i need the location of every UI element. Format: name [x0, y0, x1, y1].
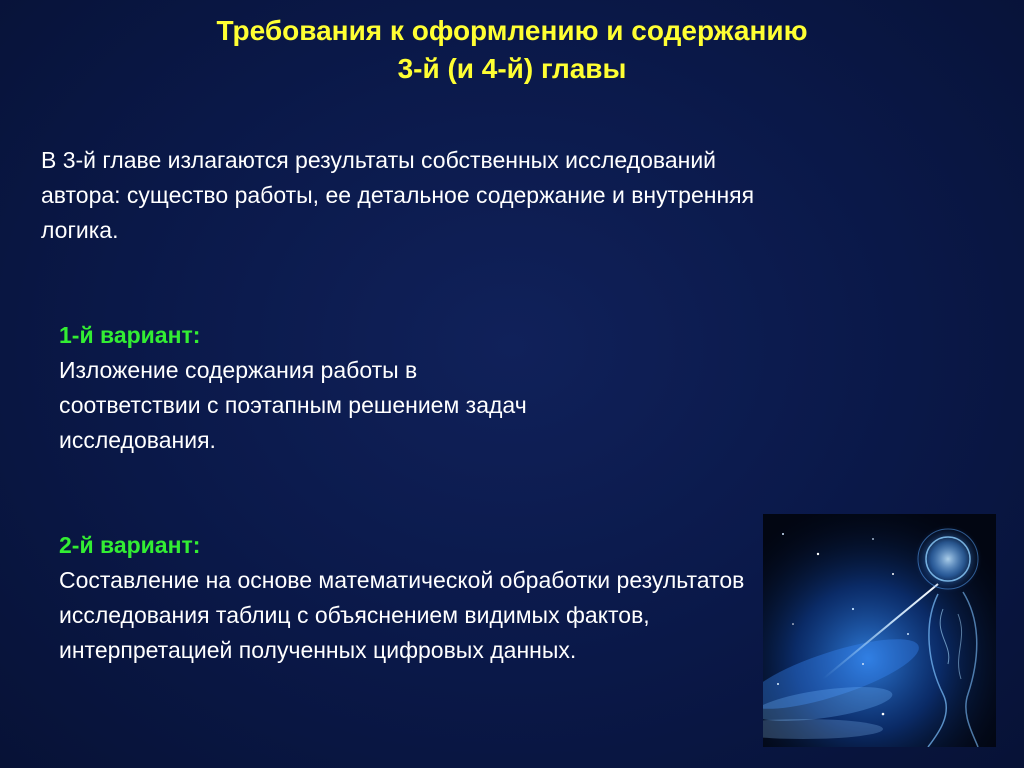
- variant-1-block: [59, 318, 679, 458]
- intro-line-1: В 3-й главе излагаются результаты собственных исследований: [41, 147, 717, 173]
- variant-1-line-3: исследования.: [59, 427, 216, 453]
- title-line-1: Требования к оформлению и содержанию: [216, 15, 808, 46]
- title-line-2: 3-й (и 4-й) главы: [397, 53, 627, 84]
- intro-paragraph: [41, 143, 981, 248]
- variant-2-label: 2-й вариант:: [59, 532, 201, 558]
- variant-1-line-2: соответствии с поэтапным решением задач: [59, 392, 527, 418]
- variant-1-line-1: Изложение содержания работы в: [59, 357, 418, 383]
- variant-2-line-2: исследования таблиц с объяснением видимых фактов,: [59, 602, 650, 628]
- variant-1-label: 1-й вариант:: [59, 322, 201, 348]
- variant-2-line-1: Составление на основе математической обработки результатов: [59, 567, 745, 593]
- slide-title: [0, 12, 1024, 88]
- intro-line-3: логика.: [41, 217, 119, 243]
- variant-2-block: [59, 528, 939, 668]
- variant-2-line-3: интерпретацией полученных цифровых данных.: [59, 637, 577, 663]
- intro-line-2: автора: существо работы, ее детальное содержание и внутренняя: [41, 182, 755, 208]
